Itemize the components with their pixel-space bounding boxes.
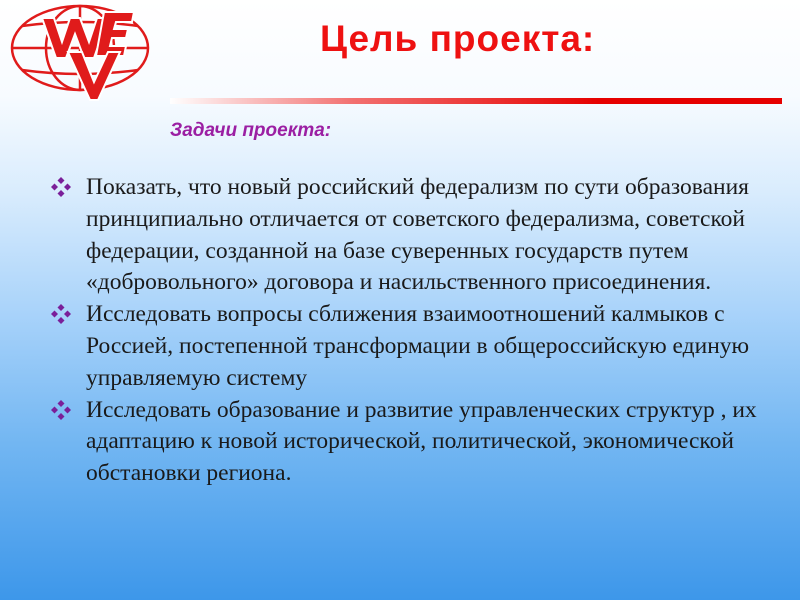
task-text: Исследовать вопросы сближения взаимоотношений калмыков с Россией, постепенной трансформации в общероссийскую единую управляемую систему: [86, 301, 750, 391]
list-item: [48, 172, 788, 299]
section-subtitle: Задачи проекта:: [170, 120, 332, 141]
list-item: [48, 395, 788, 490]
task-text: Показать, что новый российский федерализм по сути образования принципиально отличается от советского федерализма, советской федерации, созданной на базе суверенных государств путем «добровольного» договора и насильственного присоединения.: [86, 174, 749, 296]
list-item: [48, 299, 788, 394]
task-text: Исследовать образование и развитие управленческих структур , их адаптацию к новой исторической, политической, экономической обстановки региона.: [86, 396, 757, 487]
title-divider: [170, 98, 782, 104]
globe-logo-icon: [8, 2, 158, 102]
task-list: [48, 172, 788, 490]
diamond-bullet-icon: [50, 399, 72, 421]
diamond-bullet-icon: [50, 303, 72, 325]
logo: [8, 2, 158, 102]
diamond-bullet-icon: [50, 176, 72, 198]
page-title: Цель проекта:: [320, 18, 596, 59]
